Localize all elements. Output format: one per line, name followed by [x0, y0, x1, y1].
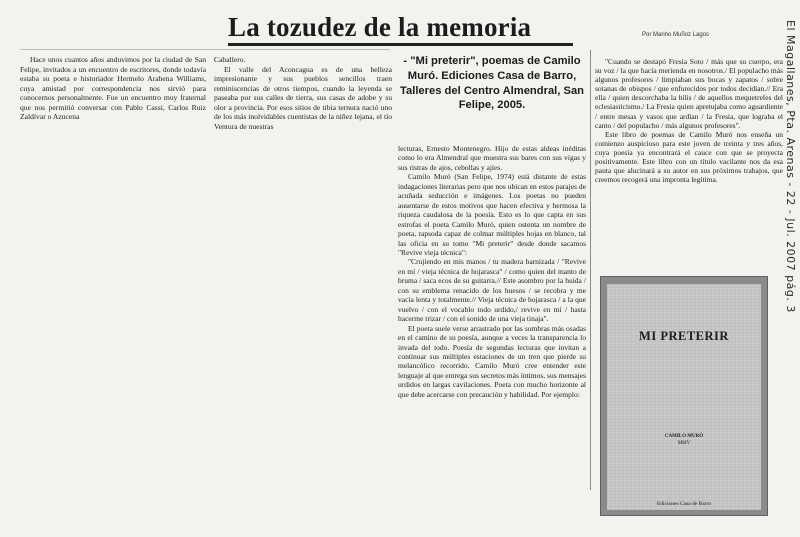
paragraph: El valle del Aconcagua es de una belleza impresionante y sus pueblos sencillos traen reminiscencias de otros tiempos, cuando la leyenda se paseaba por sus calles de tierra, sus casas de adobe y su olor a provincia. Por esos sitios de tibia ternura nació uno de los más inolvidables cuentistas de la niñez lejana, el tío Ventura de nuestras: [214, 64, 392, 131]
book-reference-subhead: - "Mi preterir", poemas de Camilo Muró. Ediciones Casa de Barro, Talleres del Centro Almendral, San Felipe, 2005.: [399, 55, 585, 112]
paragraph: Este libro de poemas de Camilo Muró nos enseña un comienzo auspicioso para este joven de treinta y tres años, cuya poesía ya encontrará el cauce con que se proyecta positivamente. Este libro con un título vacilante nos da esa pauta que alucinará a su autor en sus próximos trabajos, que creemos recogerá una impronta legítima.: [595, 129, 783, 185]
book-cover-year: MMV: [677, 441, 691, 446]
column-2: [214, 55, 392, 131]
paragraph: "Crujiendo en mis manos / tu madera barnizada / "Revive en mí / vieja técnica de hojarasca" / como quien del manto de bruma / saca ecos de su guitarra.// Este asombro por la huida / con su emblema renacido de los huesos / se recobra y me vacía lenta y totalmente.// Vieja técnica de hojarasca / a la que vuelvo / con el vocablo todo urdido,/ revive en mí / hasta hacerme trizar / con el sonido de una vieja tinaja".: [398, 257, 586, 324]
headline: La tozudez de la memoria: [228, 11, 573, 46]
column-1: [20, 55, 206, 122]
paragraph: El poeta suele verse arrastrado por las sombras más osadas en el camino de su poesía, aunque a veces la transparencia lo invada del todo. Poesía de segundas lecturas que invitan a continuar sus múltiples estaciones de un tren que pierde su melancólico recorrido. Camilo Muró cree entender este lenguaje al que entrega sus secretos más íntimos, sus mensajes urdidos en largas cavilaciones. Poeta con mucho horizonte al que debe acercarse con precaución y habilidad. Por ejemplo:: [398, 323, 586, 399]
handwritten-source-note: El Magallanes, Pta. Arenas - 22 - Jul. 2007 pág. 3: [784, 20, 797, 313]
book-cover-panel: [607, 284, 761, 510]
byline: Por Marino Muñoz Lagos: [642, 32, 710, 38]
paragraph: lecturas, Ernesto Montenegro. Hijo de estas aldeas inéditas como lo era Almendral que muestra sus bares con sus vigas y sus ristras de ajos, cebollas y ajíes.: [398, 144, 586, 172]
column-divider: [590, 50, 591, 490]
book-cover-title: MI PRETERIR: [639, 329, 729, 343]
paragraph: Caballero.: [214, 55, 246, 64]
column-3: [398, 144, 586, 399]
book-cover-author: CAMILO MURÓ: [664, 434, 704, 439]
book-cover-publisher: Ediciones Casa de Barro: [656, 501, 712, 507]
column-4: [595, 57, 783, 184]
paragraph: Camilo Muró (San Felipe, 1974) está distante de estas indagaciones literarias pero que nos ubican en estos parajes de acuñada seducción e imágenes. Los poetas no pueden ausentarse de estos motivos que hacen efectiva y hermosa la riqueza caudalosa de la poesía. Esto es lo que capta en sus estrofas el poeta Camilo Muró, quien ostenta un nombre de poeta, rapsoda capaz de colmar múltiples hojas en blanco, tal las oficia en su tomo "Mi preterir" desde donde sacamos "Revive vieja técnica":: [398, 172, 586, 257]
book-cover-image: [600, 276, 768, 516]
paragraph: "Cuando se destapó Fresia Soto / más que su cuerpo, era su voz / la que hacía merienda en nosotros./ El populacho más algunos profesores / limpiaban sus bocas y zapatos / sobre sotanas de obispos / que enfurecidos por todos decidían.// Era ella / quien descorchaba la bilis / de aquellos mequetrefes del eclesiasticismo./ La Fresia quien apretujaba como aguardiente / entre mesas y vasos que ardían / la Fresia, que lograba el canto / del populacho / más algunos profesores".: [595, 57, 783, 130]
top-separator: [20, 49, 390, 50]
paragraph: Hace unos cuantos años anduvimos por la ciudad de San Felipe, invitados a un encuentro de escritores, donde todavía estaba su poeta e historiador Hermelo Arabena Williams, cuya amistad por correspondencia nos sirvió para conocernos personalmente. Fue un encuentro muy fraternal que nos permitió conversar con Pablo Cassi, Carlos Ruiz Zaldívar o Azucena: [20, 55, 206, 121]
